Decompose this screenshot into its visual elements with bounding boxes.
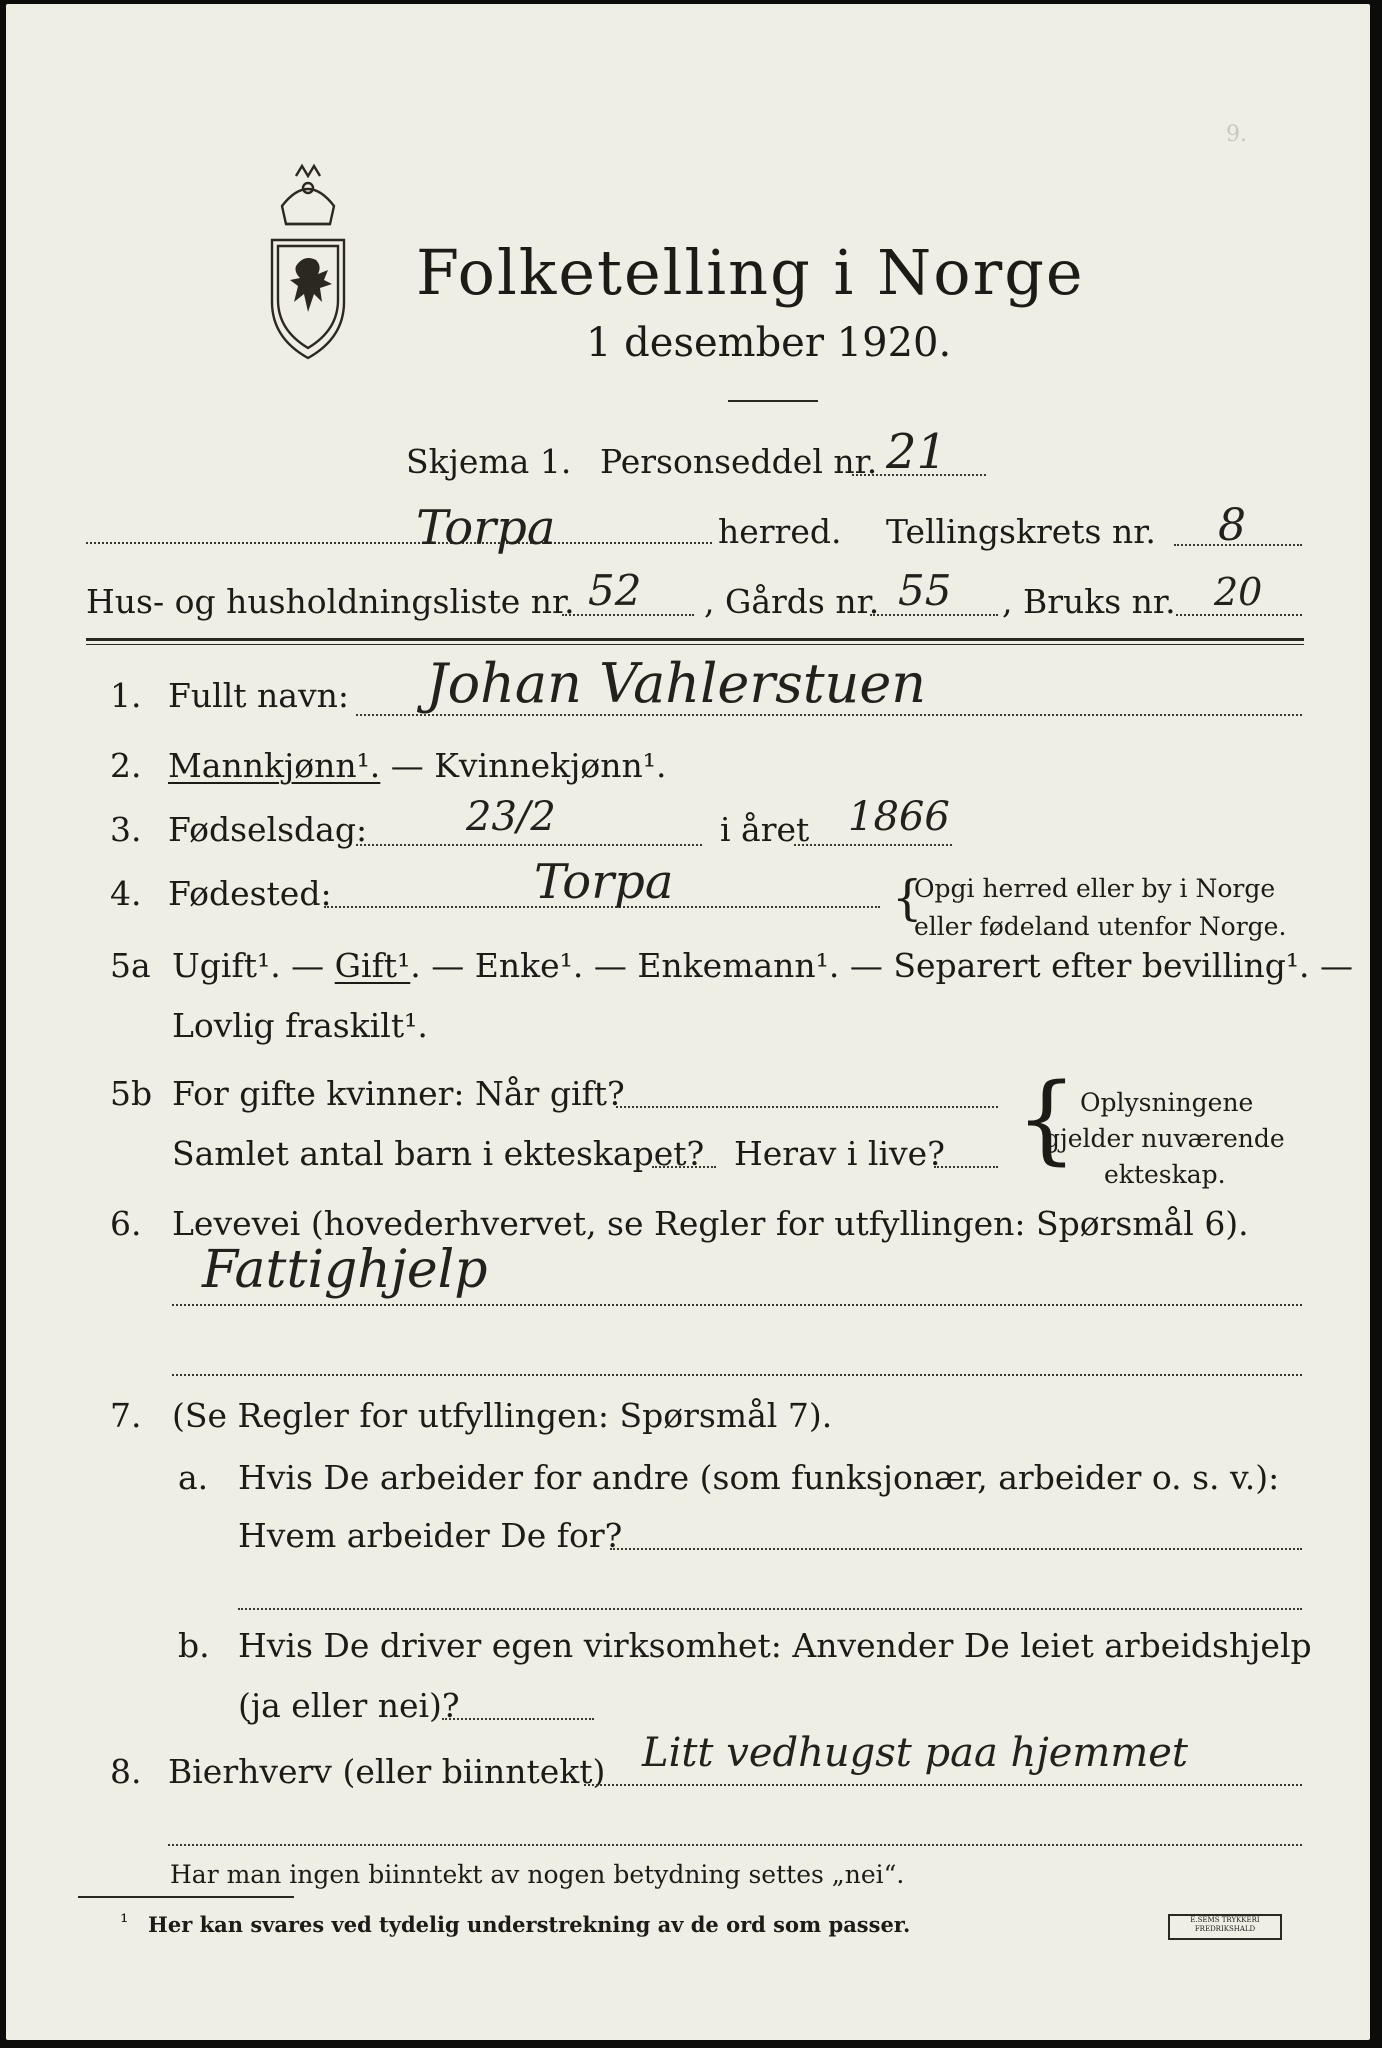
q7b-letter: b. xyxy=(178,1626,210,1665)
footnote-rule xyxy=(78,1896,294,1898)
q4-note-line1: Opgi herred eller by i Norge xyxy=(914,874,1276,903)
birthday-field[interactable]: 23/2 xyxy=(466,794,556,840)
q7a-label: Hvis De arbeider for andre (som funksjonær, arbeider o. s. v.): xyxy=(238,1458,1280,1497)
header-rule xyxy=(86,638,1304,641)
q2-number: 2. xyxy=(110,746,142,785)
q5a-number: 5a xyxy=(110,946,151,985)
occupation-field[interactable]: Fattighjelp xyxy=(202,1240,488,1300)
q8-label: Bierhverv (eller biinntekt) xyxy=(168,1752,606,1791)
side-income-field[interactable]: Litt vedhugst paa hjemmet xyxy=(642,1730,1188,1776)
q3-year-label: i året xyxy=(720,810,810,849)
employer-field[interactable] xyxy=(610,1548,1302,1550)
q7b-hired-help-label: (ja eller nei)? xyxy=(238,1686,460,1725)
married-when-field[interactable] xyxy=(616,1106,998,1108)
q6-number: 6. xyxy=(110,1204,142,1243)
q3-label: Fødselsdag: xyxy=(168,810,368,849)
hus-field[interactable]: 52 xyxy=(588,566,642,615)
q7a-letter: a. xyxy=(178,1458,209,1497)
header-rule-thin xyxy=(86,644,1304,645)
q7b-label: Hvis De driver egen virksomhet: Anvender De leiet arbeidshjelp xyxy=(238,1626,1312,1665)
q5b-number: 5b xyxy=(110,1074,153,1113)
occupation-field-line xyxy=(172,1304,1302,1306)
q6-label: Levevei (hovederhvervet, se Regler for utfyllingen: Spørsmål 6). xyxy=(172,1204,1249,1243)
q4-brace: { xyxy=(892,870,923,926)
side-income-field-line-2[interactable] xyxy=(168,1844,1302,1846)
coat-of-arms-icon xyxy=(252,162,364,364)
page-title: Folketelling i Norge xyxy=(416,236,1085,309)
tellingskrets-label: Tellingskrets nr. xyxy=(886,512,1156,551)
herred-label: herred. xyxy=(718,512,842,551)
q3-number: 3. xyxy=(110,810,142,849)
birthplace-field[interactable]: Torpa xyxy=(534,854,674,910)
sex-options xyxy=(168,746,667,785)
skjema-label: Skjema 1. xyxy=(406,442,572,481)
other-status-options[interactable]: . — Enke¹. — Enkemann¹. — Separert efter bevilling¹. — xyxy=(410,946,1354,985)
children-count-field[interactable] xyxy=(652,1166,716,1168)
birthyear-field[interactable]: 1866 xyxy=(848,794,950,840)
gards-label: , Gårds nr. xyxy=(704,582,880,621)
q4-label: Fødested: xyxy=(168,874,332,913)
hus-label: Hus- og husholdningsliste nr. xyxy=(86,582,575,621)
q7a-employer-label: Hvem arbeider De for? xyxy=(238,1516,623,1555)
male-option[interactable]: Mannkjønn¹. xyxy=(168,746,381,785)
q7-number: 7. xyxy=(110,1396,142,1435)
personseddel-field[interactable]: 21 xyxy=(886,424,948,480)
q5b-label-alive: Herav i live? xyxy=(734,1134,945,1173)
census-date: 1 desember 1920. xyxy=(586,320,952,366)
q8-note: Har man ingen biinntekt av nogen betydning settes „nei“. xyxy=(170,1860,905,1889)
unmarried-option[interactable]: Ugift¹. — xyxy=(172,946,335,985)
q1-label: Fullt navn: xyxy=(168,676,349,715)
hired-help-field[interactable] xyxy=(442,1718,594,1720)
full-name-field[interactable]: Johan Vahlerstuen xyxy=(426,652,927,715)
birthday-field-line xyxy=(356,844,702,846)
census-form-page xyxy=(6,4,1370,2040)
herred-field[interactable]: Torpa xyxy=(416,500,556,556)
bruks-label: , Bruks nr. xyxy=(1002,582,1176,621)
gards-field[interactable]: 55 xyxy=(898,566,952,615)
q1-number: 1. xyxy=(110,676,142,715)
personseddel-label: Personseddel nr. xyxy=(600,442,878,481)
footnote-mark: ¹ xyxy=(120,1910,129,1934)
bruks-field[interactable]: 20 xyxy=(1214,570,1263,614)
children-alive-field[interactable] xyxy=(934,1166,998,1168)
footnote-text: Her kan svares ved tydelig understrekning av de ord som passer. xyxy=(148,1912,911,1937)
bruks-field-line xyxy=(1176,614,1302,616)
birthyear-field-line xyxy=(794,844,952,846)
tellingskrets-field[interactable]: 8 xyxy=(1218,500,1246,551)
q5b-note-line1: Oplysningene xyxy=(1080,1088,1254,1117)
q5b-note-line2: gjelder nuværende xyxy=(1044,1124,1285,1153)
q5b-brace: { xyxy=(1016,1063,1078,1175)
q7-label: (Se Regler for utfyllingen: Spørsmål 7). xyxy=(172,1396,833,1435)
divorced-option[interactable]: Lovlig fraskilt¹. xyxy=(172,1006,428,1045)
side-income-field-line xyxy=(584,1784,1302,1786)
herred-field-line xyxy=(86,542,712,544)
q4-note-line2: eller fødeland utenfor Norge. xyxy=(914,912,1287,941)
marital-status-options xyxy=(172,946,1353,985)
married-option[interactable]: Gift¹ xyxy=(334,946,411,985)
female-option[interactable]: — Kvinnekjønn¹. xyxy=(380,746,667,785)
q4-number: 4. xyxy=(110,874,142,913)
q5b-label-married-when: For gifte kvinner: Når gift? xyxy=(172,1074,625,1113)
bleed-through-text: 9. xyxy=(1226,122,1247,147)
occupation-field-line-2[interactable] xyxy=(172,1374,1302,1376)
q5b-label-children: Samlet antal barn i ekteskapet? xyxy=(172,1134,705,1173)
employer-field-line-2[interactable] xyxy=(238,1608,1302,1610)
q5b-note-line3: ekteskap. xyxy=(1104,1160,1226,1189)
title-divider xyxy=(728,400,818,402)
q8-number: 8. xyxy=(110,1752,142,1791)
printer-stamp: E.SEMS TRYKKERI FREDRIKSHALD xyxy=(1168,1914,1282,1940)
